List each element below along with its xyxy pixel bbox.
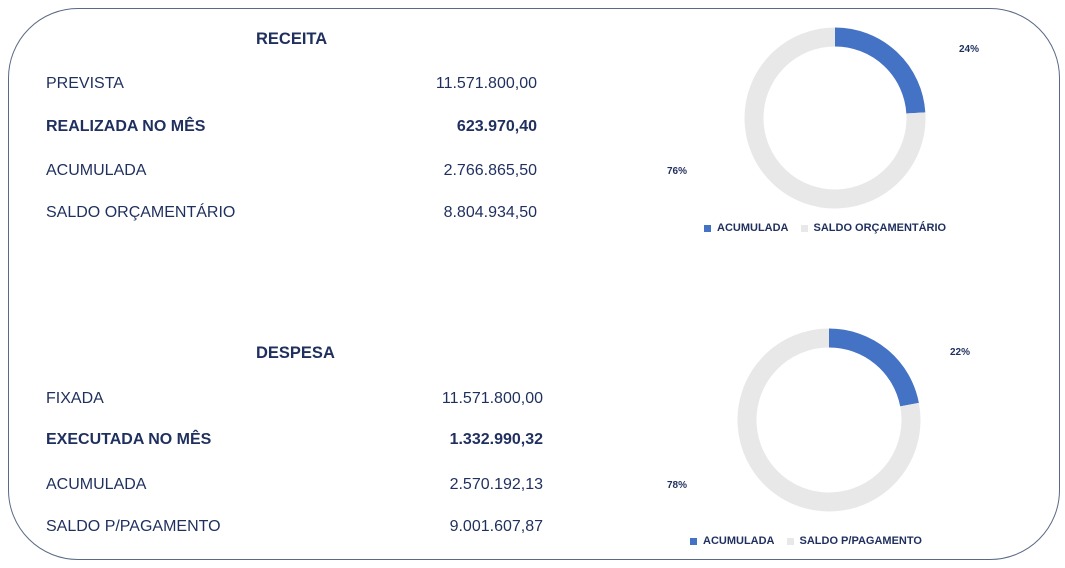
receita-row-label: REALIZADA NO MÊS bbox=[46, 118, 206, 135]
legend-swatch bbox=[787, 538, 794, 545]
donut-slice-acumulada bbox=[835, 37, 916, 113]
legend-item-acumulada bbox=[690, 535, 775, 547]
receita-donut-chart bbox=[740, 23, 930, 213]
receita-row-label: SALDO ORÇAMENTÁRIO bbox=[46, 204, 236, 221]
legend-item-acumulada bbox=[704, 222, 789, 234]
receita-pct-acumulada: 24% bbox=[959, 44, 980, 55]
receita-row-value: 623.970,40 bbox=[456, 118, 537, 135]
despesa-legend bbox=[690, 535, 934, 547]
receita-row-value: 11.571.800,00 bbox=[435, 75, 537, 92]
receita-row-value: 8.804.934,50 bbox=[443, 204, 537, 221]
despesa-row-value: 1.332.990,32 bbox=[449, 431, 543, 448]
legend-swatch bbox=[704, 225, 711, 232]
receita-legend bbox=[704, 222, 958, 234]
receita-row-value: 2.766.865,50 bbox=[443, 162, 537, 179]
despesa-row-value: 9.001.607,87 bbox=[449, 518, 543, 535]
despesa-row-value: 2.570.192,13 bbox=[449, 476, 543, 493]
legend-label: ACUMULADA bbox=[717, 222, 789, 234]
despesa-pct-saldo: 78% bbox=[667, 480, 688, 491]
legend-swatch bbox=[690, 538, 697, 545]
despesa-pct-acumulada: 22% bbox=[950, 347, 971, 358]
receita-row-label: PREVISTA bbox=[46, 75, 124, 92]
donut-slice-acumulada bbox=[829, 338, 910, 405]
despesa-row-label: ACUMULADA bbox=[46, 476, 147, 493]
legend-swatch bbox=[801, 225, 808, 232]
receita-pct-saldo: 76% bbox=[667, 166, 688, 177]
despesa-row-label: FIXADA bbox=[46, 390, 104, 407]
despesa-row-label: SALDO P/PAGAMENTO bbox=[46, 518, 221, 535]
receita-title: RECEITA bbox=[256, 30, 328, 48]
legend-label: SALDO P/PAGAMENTO bbox=[799, 535, 922, 547]
despesa-row-value: 11.571.800,00 bbox=[441, 390, 543, 407]
legend-item-saldo bbox=[787, 535, 922, 547]
legend-label: ACUMULADA bbox=[703, 535, 775, 547]
receita-row-label: ACUMULADA bbox=[46, 162, 147, 179]
legend-item-saldo bbox=[801, 222, 947, 234]
legend-label: SALDO ORÇAMENTÁRIO bbox=[813, 222, 947, 234]
despesa-title: DESPESA bbox=[256, 344, 335, 362]
despesa-donut-chart bbox=[733, 324, 925, 516]
despesa-row-label: EXECUTADA NO MÊS bbox=[46, 431, 212, 448]
